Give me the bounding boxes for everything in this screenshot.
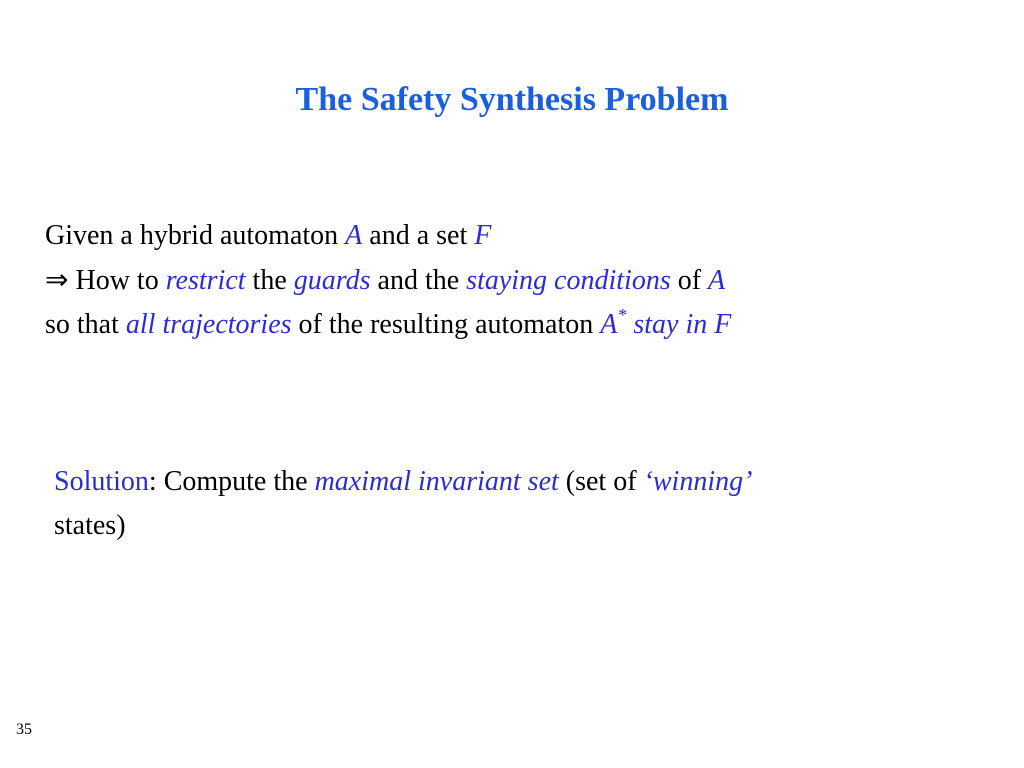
text: the: [245, 265, 294, 296]
text: and the: [370, 265, 467, 296]
text: states): [54, 510, 126, 541]
restrict-term: restrict: [165, 265, 246, 296]
stay-in-f-term: stay in F: [626, 309, 732, 340]
guards-term: guards: [293, 265, 371, 296]
slide-number: 35: [16, 721, 32, 738]
all-trajectories-term: all trajectories: [125, 309, 292, 340]
maximal-invariant-set-term: maximal invariant set: [314, 466, 559, 497]
problem-line-2: [45, 258, 731, 303]
automaton-symbol: A: [345, 220, 363, 251]
set-symbol: F: [474, 220, 492, 251]
winning-term: ‘winning’: [643, 466, 753, 497]
solution-line-1: [54, 460, 752, 504]
slide-title: The Safety Synthesis Problem: [295, 81, 729, 118]
solution-label: Solution: [54, 466, 149, 497]
text: so that: [45, 309, 126, 340]
solution-line-2: [54, 504, 752, 548]
text: (set of: [558, 466, 644, 497]
problem-line-1: [45, 214, 731, 258]
solution-statement: [54, 460, 752, 548]
restricted-automaton-symbol: A: [600, 309, 618, 340]
text: and a set: [362, 220, 475, 251]
text: of the resulting automaton: [291, 309, 601, 340]
text: : Compute the: [148, 466, 315, 497]
star-superscript: *: [617, 305, 627, 325]
problem-statement: [45, 214, 731, 347]
text: Given a hybrid automaton: [45, 220, 346, 251]
problem-line-3: [45, 303, 731, 347]
text: of: [670, 265, 709, 296]
text: How to: [68, 265, 166, 296]
staying-conditions-term: staying conditions: [466, 265, 671, 296]
automaton-symbol: A: [708, 265, 726, 296]
implies-arrow-icon: ⇒: [45, 263, 69, 296]
